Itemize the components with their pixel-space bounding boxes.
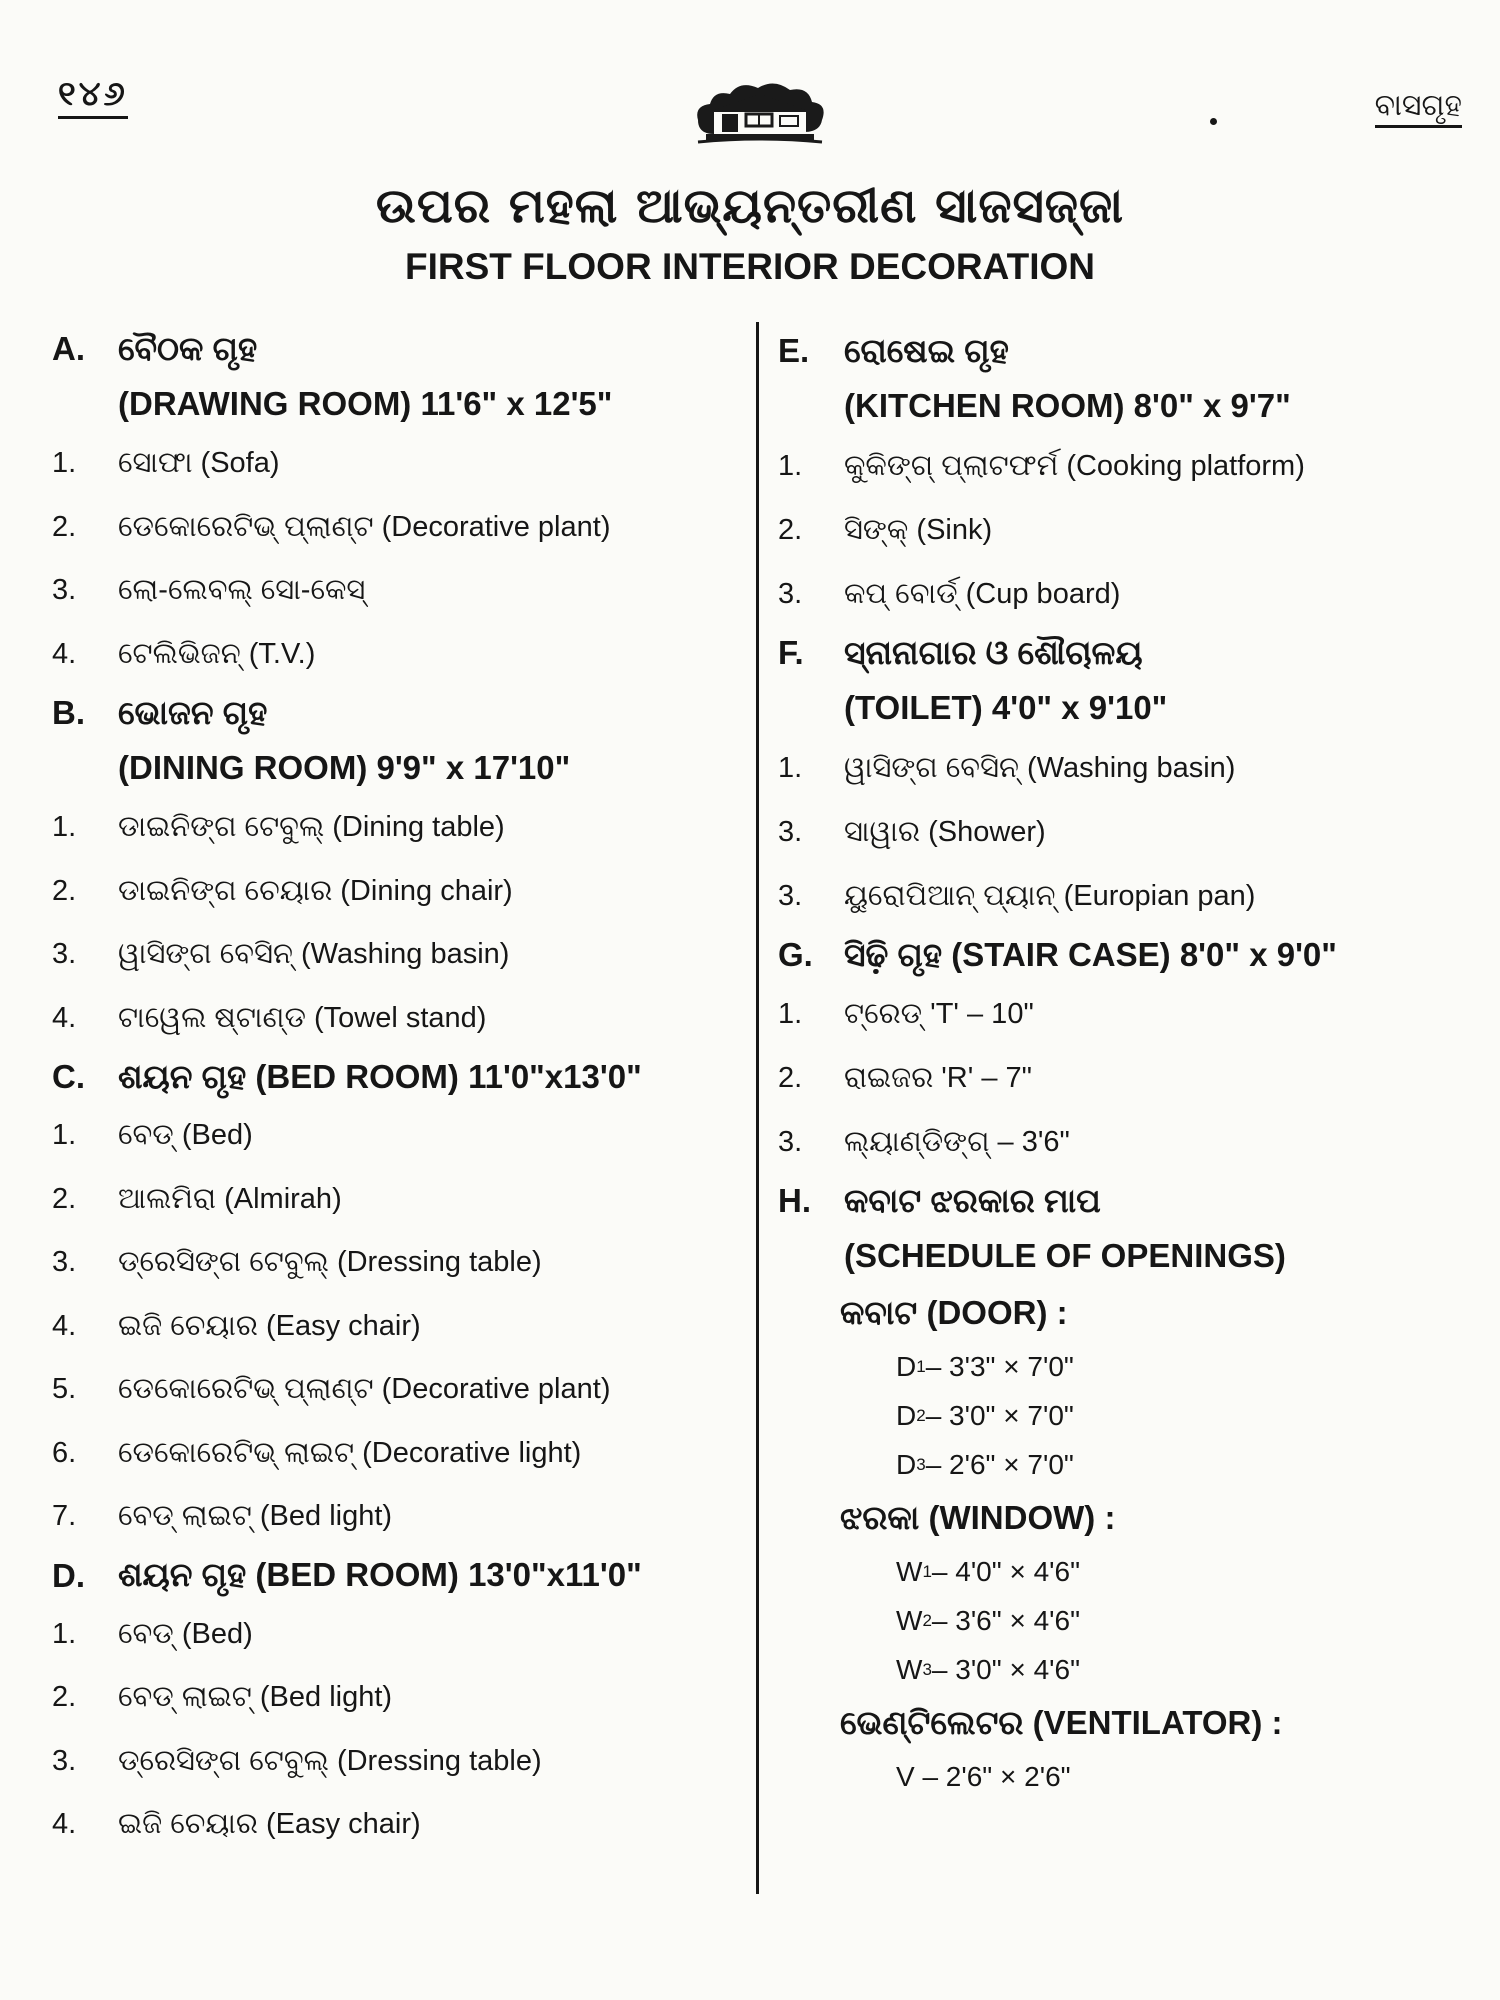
item-text: ଟାୱେଲ ଷ୍ଟାଣ୍ଡ (Towel stand) [118, 1001, 487, 1034]
item-text: ୟୁରୋପିଆନ୍ ପ୍ୟାନ୍ (Europian pan) [844, 879, 1256, 912]
section-heading [778, 1174, 1478, 1228]
item-text: ଡେକୋରେଟିଭ୍ ଲାଇଟ୍ (Decorative light) [118, 1436, 582, 1469]
window-size [778, 1645, 1478, 1694]
item-text: ଟ୍ରେଡ୍ 'T' – 10" [844, 997, 1034, 1030]
window-size [778, 1596, 1478, 1645]
house-logo-icon [692, 76, 828, 150]
window-dimension: – 3'0" × 4'6" [931, 1653, 1081, 1685]
item-number: 4. [52, 1808, 77, 1841]
list-item [778, 562, 1478, 626]
section-letter: G. [778, 936, 813, 973]
section-letter: F. [778, 634, 804, 671]
window-size [778, 1547, 1478, 1596]
window-dimension: – 3'6" × 4'6" [931, 1604, 1081, 1636]
item-text: ସାୱାର (Shower) [844, 815, 1046, 848]
section-subtitle: (DINING ROOM) 9'9" x 17'10" [118, 749, 571, 786]
item-number: 1. [52, 1119, 77, 1152]
column-divider [756, 322, 759, 1894]
section-title: ଶୟନ ଗୃହ (BED ROOM) 13'0"x11'0" [118, 1556, 642, 1593]
item-number: 3. [778, 815, 803, 848]
item-text: ଇଜି ଚେୟାର (Easy chair) [118, 1309, 421, 1342]
window-index: 1 [922, 1561, 932, 1581]
item-text: ଟେଲିଭିଜନ୍ (T.V.) [118, 637, 316, 670]
item-number: 2. [778, 513, 803, 546]
item-text: ୱାସିଙ୍ଗ ବେସିନ୍ (Washing basin) [118, 938, 510, 971]
section-heading [778, 928, 1478, 982]
item-number: 3. [52, 938, 77, 971]
section-subtitle: (DRAWING ROOM) 11'6" x 12'5" [118, 385, 613, 422]
item-text: ସିଙ୍କ୍ (Sink) [844, 513, 993, 546]
door-index: 1 [916, 1356, 926, 1376]
door-dimension: – 3'3" × 7'0" [925, 1350, 1074, 1382]
window-code: W [896, 1604, 923, 1636]
section-letter: H. [778, 1182, 811, 1219]
door-size [778, 1342, 1478, 1391]
page-title-english: FIRST FLOOR INTERIOR DECORATION [405, 246, 1095, 287]
item-text: ବେଡ୍ (Bed) [118, 1617, 253, 1650]
item-number: 3. [52, 574, 77, 607]
list-item [52, 496, 742, 560]
item-text: ଲୋ-ଲେବଲ୍ ସୋ-କେସ୍ [118, 574, 366, 607]
list-item [52, 1231, 742, 1295]
item-text: ଇଜି ଚେୟାର (Easy chair) [118, 1808, 421, 1841]
section-heading [52, 1050, 742, 1104]
item-text: ସୋଫା (Sofa) [118, 447, 280, 480]
section-letter: B. [52, 694, 85, 731]
item-number: 3. [778, 879, 803, 912]
list-item [778, 1110, 1478, 1174]
list-item [52, 1730, 742, 1794]
item-number: 1. [778, 449, 803, 482]
list-item [778, 982, 1478, 1046]
item-number: 2. [52, 874, 77, 907]
door-index: 3 [916, 1454, 926, 1474]
list-item [52, 1104, 742, 1168]
item-number: 5. [52, 1373, 77, 1406]
door-code: D [896, 1448, 917, 1480]
section-title: ରୋଷେଇ ଗୃହ [844, 331, 1009, 369]
item-number: 6. [52, 1436, 77, 1469]
list-item [778, 498, 1478, 562]
item-text: ରାଇଜର 'R' – 7" [844, 1061, 1032, 1094]
list-item [778, 800, 1478, 864]
item-number: 1. [52, 811, 77, 844]
item-text: ଡେକୋରେଟିଭ୍ ପ୍ଲାଣ୍ଟ (Decorative plant) [118, 1373, 611, 1406]
item-number: 3. [52, 1246, 77, 1279]
item-text: ଡ୍ରେସିଙ୍ଗ ଟେବୁଲ୍ (Dressing table) [118, 1246, 542, 1279]
section-title: ସ୍ନାନାଗାର ଓ ଶୌଚାଳୟ [844, 633, 1143, 671]
section-heading [52, 686, 742, 740]
item-text: ଲ୍ୟାଣ୍ଡିଙ୍ଗ୍ – 3'6" [844, 1125, 1070, 1158]
item-text: କପ୍ ବୋର୍ଡ୍ (Cup board) [844, 577, 1121, 610]
item-number: 3. [778, 1125, 803, 1158]
door-code: D [896, 1399, 917, 1431]
section-title: ସିଢ଼ି ଗୃହ (STAIR CASE) 8'0" x 9'0" [844, 935, 1337, 973]
item-number: 2. [52, 1182, 77, 1215]
item-number: 4. [52, 1309, 77, 1342]
item-number: 3. [778, 577, 803, 610]
window-index: 3 [922, 1659, 932, 1679]
item-number: 2. [778, 1061, 803, 1094]
list-item [778, 1046, 1478, 1110]
list-item [52, 1358, 742, 1422]
item-text: ବେଡ୍ ଲାଇଟ୍ (Bed light) [118, 1681, 393, 1714]
item-text: ବେଡ୍ ଲାଇଟ୍ (Bed light) [118, 1500, 393, 1533]
door-dimension: – 3'0" × 7'0" [925, 1399, 1074, 1431]
list-item [52, 559, 742, 623]
item-number: 4. [52, 637, 77, 670]
window-dimension: – 4'0" × 4'6" [931, 1555, 1081, 1587]
list-item [52, 1422, 742, 1486]
window-index: 2 [922, 1610, 932, 1630]
window-heading: ଝରକା (WINDOW) : [840, 1498, 1116, 1536]
section-heading [52, 1549, 742, 1603]
item-number: 2. [52, 1681, 77, 1714]
list-item [52, 1793, 742, 1857]
section-letter: D. [52, 1556, 85, 1594]
section-title: ବୈଠକ ଗୃହ [118, 329, 258, 367]
window-code: W [896, 1653, 923, 1685]
item-text: ଡ୍ରେସିଙ୍ଗ ଟେବୁଲ୍ (Dressing table) [118, 1744, 542, 1777]
left-column [52, 322, 742, 1857]
item-number: 1. [52, 1617, 77, 1650]
item-number: 7. [52, 1500, 77, 1533]
right-column [778, 324, 1478, 1801]
list-item [778, 864, 1478, 928]
item-number: 1. [778, 997, 803, 1030]
section-title: ଶୟନ ଗୃହ (BED ROOM) 11'0"x13'0" [118, 1057, 642, 1095]
item-text: ବେଡ୍ (Bed) [118, 1119, 253, 1152]
ventilator-heading: ଭେଣ୍ଟିଲେଟର (VENTILATOR) : [840, 1703, 1283, 1741]
list-item [52, 1485, 742, 1549]
dot-mark [1210, 118, 1217, 125]
section-letter: E. [778, 332, 810, 369]
door-code: D [896, 1350, 917, 1382]
door-size [778, 1391, 1478, 1440]
list-item [52, 987, 742, 1051]
section-heading [778, 324, 1478, 378]
page-title-odia: ଉପର ମହଲା ଆଭ୍ୟନ୍ତରୀଣ ସାଜସଜ୍ଜା [375, 178, 1125, 234]
door-size [778, 1440, 1478, 1489]
ventilator-size: V – 2'6" × 2'6" [896, 1760, 1071, 1792]
item-text: ୱାସିଙ୍ଗ ବେସିନ୍ (Washing basin) [844, 751, 1236, 784]
item-number: 4. [52, 1001, 77, 1034]
section-subtitle: (KITCHEN ROOM) 8'0" x 9'7" [844, 387, 1291, 424]
section-title: କବାଟ ଝରକାର ମାପ [844, 1181, 1101, 1219]
item-text: ଆଲମିରା (Almirah) [118, 1182, 342, 1215]
item-text: କୁକିଙ୍ଗ୍ ପ୍ଲାଟଫର୍ମ (Cooking platform) [844, 449, 1305, 482]
item-number: 1. [52, 447, 77, 480]
list-item [778, 434, 1478, 498]
section-heading [778, 626, 1478, 680]
section-letter: C. [52, 1058, 85, 1095]
item-text: ଡେକୋରେଟିଭ୍ ପ୍ଲାଣ୍ଟ (Decorative plant) [118, 510, 611, 543]
door-dimension: – 2'6" × 7'0" [925, 1448, 1074, 1480]
running-head: ବାସଗୃହ [1375, 88, 1462, 128]
window-code: W [896, 1555, 923, 1587]
list-item [52, 623, 742, 687]
section-letter: A. [52, 330, 85, 367]
list-item [52, 1666, 742, 1730]
list-item [52, 860, 742, 924]
item-number: 2. [52, 510, 77, 543]
section-subtitle: (TOILET) 4'0" x 9'10" [844, 689, 1168, 726]
list-item [52, 1168, 742, 1232]
list-item [52, 923, 742, 987]
section-heading [52, 322, 742, 376]
list-item [52, 796, 742, 860]
list-item [52, 1295, 742, 1359]
door-index: 2 [916, 1405, 926, 1425]
section-title: ଭୋଜନ ଗୃହ [118, 693, 268, 731]
item-text: ଡାଇନିଙ୍ଗ ଚେୟାର (Dining chair) [118, 874, 513, 907]
list-item [778, 736, 1478, 800]
section-subtitle: (SCHEDULE OF OPENINGS) [844, 1237, 1286, 1274]
door-heading: କବାଟ (DOOR) : [840, 1293, 1068, 1331]
page-number: ୧୪୬ [58, 74, 128, 119]
list-item [52, 1603, 742, 1667]
list-item [52, 432, 742, 496]
item-text: ଡାଇନିଙ୍ଗ ଟେବୁଲ୍ (Dining table) [118, 811, 505, 844]
item-number: 1. [778, 751, 803, 784]
item-number: 3. [52, 1744, 77, 1777]
